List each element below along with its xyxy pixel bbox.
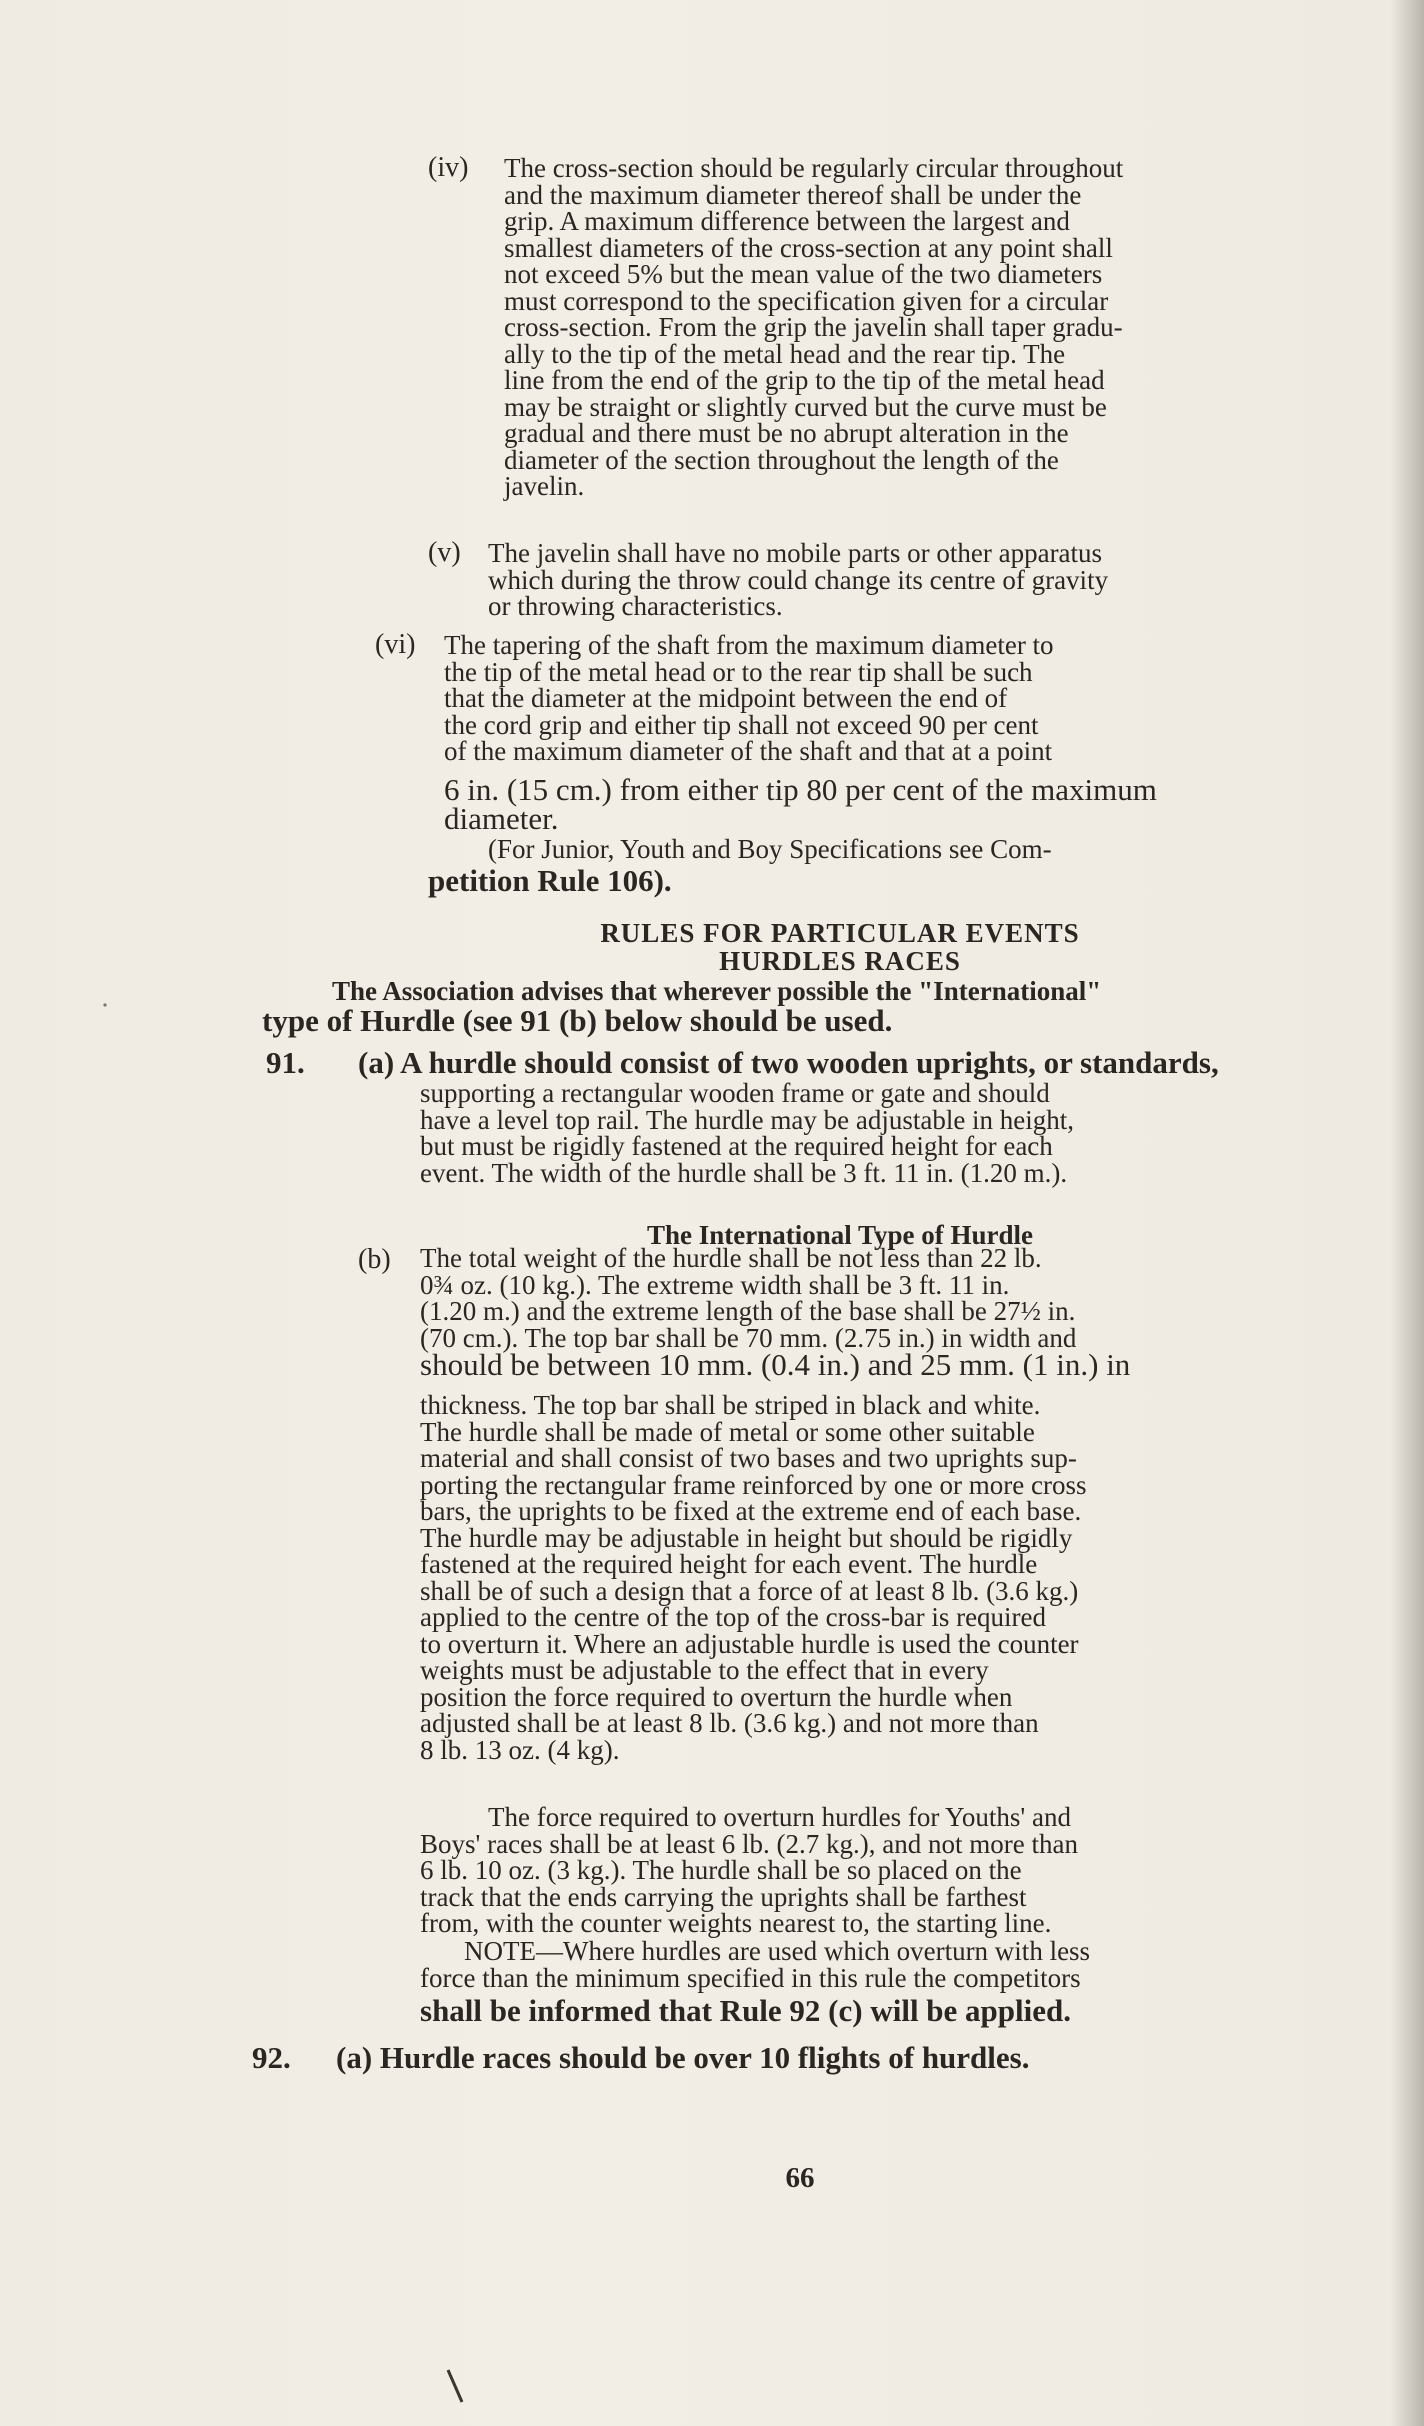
stray-mark-stroke (444, 2368, 468, 2408)
force-paragraph: The force required to overturn hurdles for Youths' and Boys' races shall be at least 6 lb. (2.7 kg.), and not more than 6 lb. 10 oz. (3 kg.). The hurdle shall be so placed on the track that the ends carrying the uprights shall be farthest from, with the counter weights nearest to, the starting line. (420, 1802, 1078, 1938)
paragraph-vi: The tapering of the shaft from the maximum diameter to the tip of the metal head or to the rear tip shall be such that the diameter at the midpoint between the end of the cord grip and either tip shall not exceed 90 per cent of the maximum diameter of the shaft and that at a point (444, 630, 1054, 766)
rule-91b-text-1: The total weight of the hurdle shall be not less than 22 lb. 0¾ oz. (10 kg.). The extreme width shall be 3 ft. 11 in. (1.20 m.) and the extreme length of the base shall be 27½ in. (70 cm.). The top bar shall be 70 mm. (2.75 in.) in width and (420, 1243, 1077, 1353)
rule-92a-text: (a) Hurdle races should be over 10 flights of hurdles. (336, 2040, 1030, 2075)
rule-91-number: 91. (266, 1045, 305, 1080)
stray-mark-dot (100, 1000, 110, 1010)
rule-92-number: 92. (252, 2040, 291, 2075)
rule-91b-bold: should be between 10 mm. (0.4 in.) and 25 mm. (1 in.) in (420, 1347, 1131, 1382)
page-number: 66 (785, 2162, 815, 2194)
rule-91a-text: supporting a rectangular wooden frame or gate and should have a level top rail. The hurdle may be adjustable in height, but must be rigidly fastened at the required height for each event. The width of the hurdle shall be 3 ft. 11 in. (1.20 m.). (420, 1078, 1075, 1188)
section-heading: RULES FOR PARTICULAR EVENTS (600, 918, 1080, 948)
subsection-heading: HURDLES RACES (719, 946, 961, 976)
paragraph-iv: The cross-section should be regularly circular throughout and the maximum diameter thereof shall be under the grip. A maximum difference between the largest and smallest diameters of the cross-section at any point shall not exceed 5% but the mean value of the two diameters must correspond to the specification given for a circular cross-section. From the grip the javelin shall taper gradu- ally to the tip of the metal head and the rear tip. The line from the end of the grip to the tip of the metal head may be straight or slightly curved but the curve must be gradual and there must be no abrupt alteration in the diameter of the section throughout the length of the javelin. (504, 153, 1124, 501)
note-paragraph: NOTE—Where hurdles are used which overturn with less force than the minimum specified in this rule the competitors (420, 1936, 1091, 1993)
page-edge-shadow (1390, 0, 1424, 2426)
paragraph-vi-bold: 6 in. (15 cm.) from either tip 80 per cent of the maximum diameter. (444, 772, 1157, 836)
item-label-vi: (vi) (375, 629, 416, 660)
international-type-heading: The International Type of Hurdle (646, 1220, 1034, 1250)
competition-rule-ref: petition Rule 106). (428, 863, 672, 898)
rule-91a-lead: (a) A hurdle should consist of two wooden uprights, or standards, (358, 1045, 1219, 1080)
item-label-v: (v) (428, 537, 461, 568)
for-junior-note: (For Junior, Youth and Boy Specifications see Com- (488, 834, 1052, 864)
note-bold-line: shall be informed that Rule 92 (c) will be applied. (420, 1993, 1072, 2028)
item-label-iv: (iv) (428, 152, 469, 183)
paragraph-v: The javelin shall have no mobile parts or other apparatus which during the throw could change its centre of gravity or throwing characteristics. (488, 538, 1109, 621)
rule-91b-text-2: thickness. The top bar shall be striped in black and white. The hurdle shall be made of metal or some other suitable material and shall consist of two bases and two uprights sup- porting the rectangular frame reinforced by one or more cross bars, the uprights to be fixed at the extreme end of each base. The hurdle may be adjustable in height but should be rigidly fastened at the required height for each event. The hurdle shall be of such a design that a force of at least 8 lb. (3.6 kg.) applied to the centre of the top of the cross-bar is required to overturn it. Where an adjustable hurdle is used the counter weights must be adjustable to the effect that in every position the force required to overturn the hurdle when adjusted shall be at least 8 lb. (3.6 kg.) and not more than 8 lb. 13 oz. (4 kg). (420, 1390, 1087, 1765)
item-label-b: (b) (358, 1244, 391, 1275)
association-advice: The Association advises that wherever possible the "International" (332, 976, 1102, 1006)
hurdle-type-line: type of Hurdle (see 91 (b) below should be used. (262, 1003, 893, 1038)
